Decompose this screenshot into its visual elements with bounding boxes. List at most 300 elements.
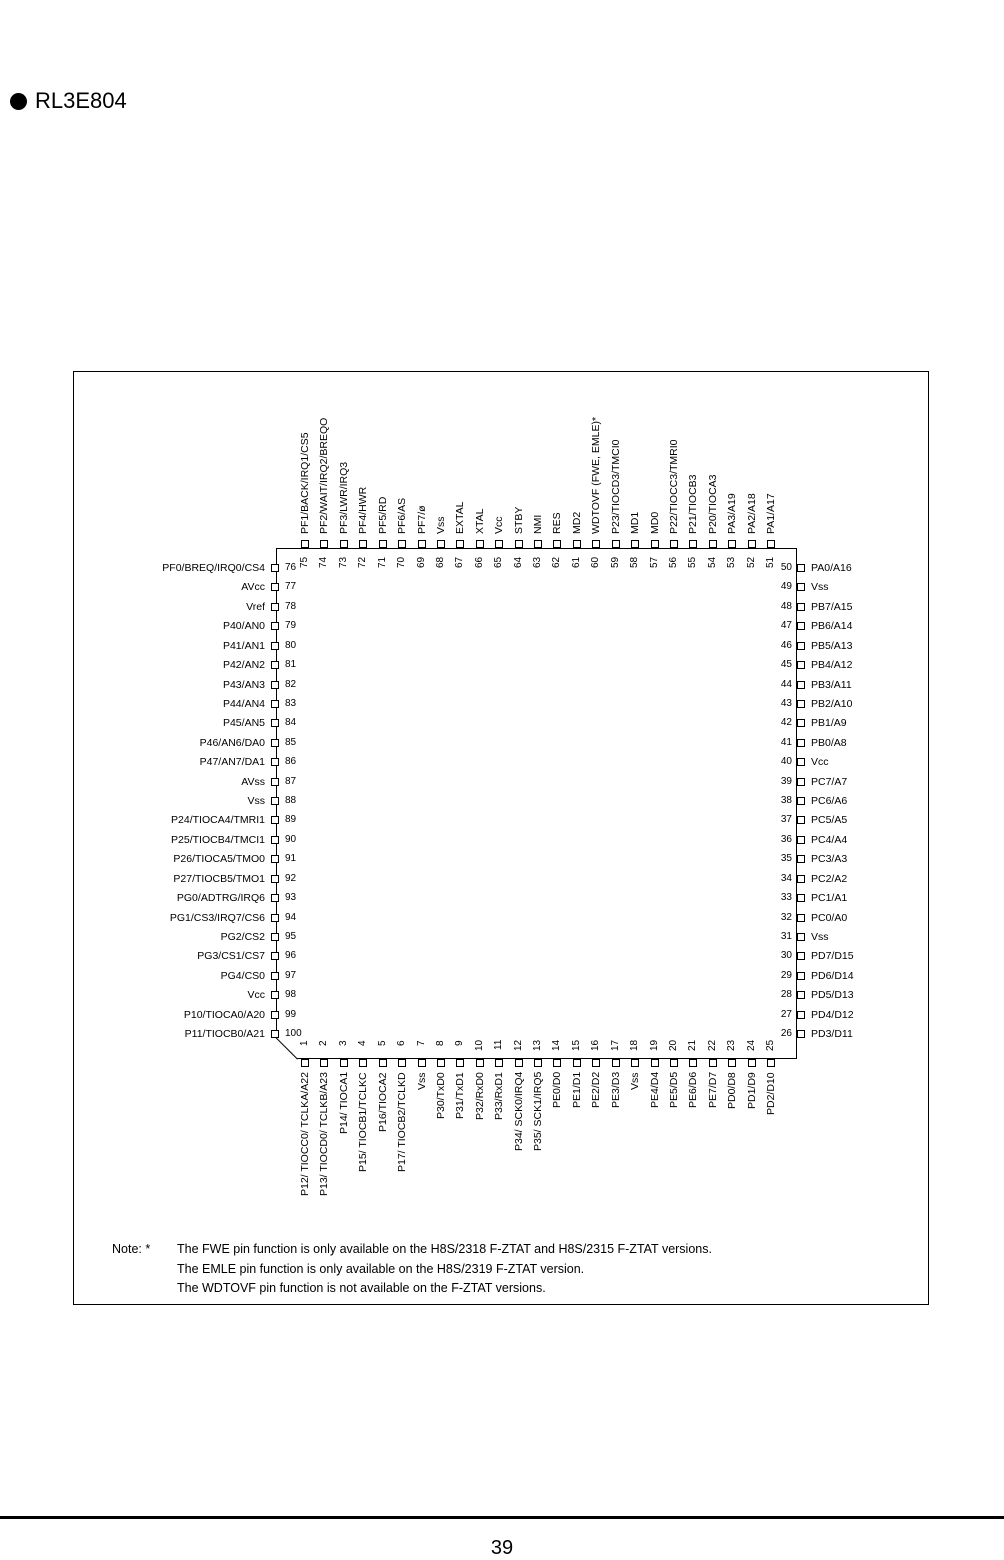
pin-number: 32 [780,911,792,923]
pin-label: PC0/A0 [811,911,848,924]
pin-number: 25 [765,1040,777,1052]
pin-label: PC7/A7 [811,775,848,788]
pin-label: PF4/HWR [357,486,370,534]
pin-label: PF5/RD [376,496,389,534]
pin-number: 39 [780,775,792,787]
pin-number: 51 [765,556,777,568]
pin-pad [359,540,367,548]
pin-pad [797,875,805,883]
chip-body [276,548,797,1059]
pin-pad [709,540,717,548]
pin-label: PC6/A6 [811,795,848,808]
pin-label: PG3/CS1/CS7 [197,950,265,963]
pin-pad [748,540,756,548]
pin-label: PD3/D11 [811,1028,853,1041]
pin-pad [271,661,279,669]
pin-number: 57 [648,556,660,568]
pin-label: AVcc [241,581,265,594]
pin-label: PA3/A19 [726,493,739,534]
pin-label: PF0/BREQ/IRQ0/CS4 [162,562,265,574]
pin-label: P14/ TIOCA1 [337,1072,350,1135]
pin-pad [271,778,279,786]
pin-pad [271,914,279,922]
pin-label: NMI [532,514,545,534]
pin-label: WDTOVF (FWE, EMLE)* [590,416,603,534]
pin-label: P16/TIOCA2 [376,1072,389,1132]
pin-pad [797,894,805,902]
pin-label: PG4/CS0 [220,969,265,982]
pin-pad [271,642,279,650]
note-line: The FWE pin function is only available on the H8S/2318 F-ZTAT and H8S/2315 F-ZTAT versions. [177,1242,712,1256]
pin-number: 22 [706,1040,718,1052]
pin-number: 75 [299,556,310,568]
pin-label: P22/TIOCC3/TMRI0 [667,439,680,534]
pin-label: PG1/CS3/IRQ7/CS6 [169,911,265,924]
note-line: The WDTOVF pin function is not available on the F-ZTAT versions. [177,1281,546,1295]
pin-pad [418,1059,426,1067]
pin-number: 30 [780,950,792,962]
pin-number: 53 [726,556,738,568]
pin-label: PG0/ADTRG/IRQ6 [176,892,265,905]
pin-pad [271,855,279,863]
pin-label: PB0/A8 [811,736,847,749]
pin-number: 24 [745,1040,757,1052]
pin-pad [592,1059,600,1067]
pin-label: PD0/D8 [726,1072,739,1109]
pin-label: P30/TxD0 [434,1072,447,1119]
pin-pad [515,1059,523,1067]
pin-pad [271,739,279,747]
pin-number: 92 [285,872,297,884]
pin-label: PB2/A10 [811,697,853,710]
pin-pad [340,1059,348,1067]
note [112,1240,712,1299]
pin-number: 89 [285,814,297,826]
pin-label: PF7/ø [415,505,428,534]
pin-label: PC2/A2 [811,872,848,885]
pin-number: 27 [780,1008,792,1020]
pin-pad [271,797,279,805]
pin-number: 18 [629,1040,641,1052]
pin-number: 10 [473,1040,485,1052]
pin-pad [271,583,279,591]
pin-label: Vcc [493,516,506,534]
heading-text: RL3E804 [35,88,127,113]
pin-number: 37 [780,814,792,826]
pin-label: P21/TIOCB3 [687,474,700,534]
pin-label: P27/TIOCB5/TMO1 [173,872,265,885]
pin-label: MD0 [648,511,661,534]
pin-number: 97 [285,969,297,981]
pin-pad [797,933,805,941]
pin-pad [456,1059,464,1067]
pin-pad [767,1059,775,1067]
pin-number: 72 [357,556,369,568]
pin-label: PF3/LWR/IRQ3 [337,461,350,534]
pin-number: 59 [609,556,621,568]
pin-pad [271,952,279,960]
pin-label: P32/RxD0 [473,1072,486,1120]
pin-pad [797,816,805,824]
pin-label: PC4/A4 [811,833,848,846]
pin-label: AVss [241,775,265,788]
bullet-icon [10,93,27,110]
pin-label: Vss [415,1072,428,1090]
pin-number: 44 [780,678,792,690]
pin-number: 12 [512,1040,524,1052]
pin-number: 56 [667,556,679,568]
pin-label: PE1/D1 [570,1072,583,1109]
pin-pad [728,1059,736,1067]
pin-number: 38 [780,795,792,807]
pin-number: 23 [726,1040,738,1052]
pin-number: 93 [285,892,297,904]
pin-label: P25/TIOCB4/TMCI1 [171,833,265,846]
pin-label: P41/AN1 [222,639,265,652]
pin-label: PB1/A9 [811,717,847,730]
pin-number: 7 [415,1040,427,1046]
pin-label: PF6/AS [396,497,409,534]
pin-number: 19 [648,1040,660,1052]
pin-pad [573,540,581,548]
pin-pad [271,564,279,572]
pin-label: Vcc [811,756,829,769]
pin-pad [797,778,805,786]
pin-number: 66 [473,556,485,568]
pin-pad [271,1030,279,1038]
pin-number: 58 [629,556,641,568]
pin-pad [612,540,620,548]
pin-pad [797,914,805,922]
pin-label: PB4/A12 [811,659,853,672]
pin-number: 71 [376,556,388,568]
pin-label: PC1/A1 [811,892,848,905]
pin-number: 50 [780,562,792,573]
pin-pad [379,1059,387,1067]
pin-pad [670,540,678,548]
pin-label: MD1 [629,511,642,534]
pin-number: 67 [454,556,466,568]
pin-number: 85 [285,736,297,748]
pin-label: PB5/A13 [811,639,853,652]
pin-pad [495,1059,503,1067]
pin-label: P31/TxD1 [454,1072,467,1119]
pin-number: 83 [285,697,297,709]
pin-label: PE2/D2 [590,1072,603,1109]
pin-pad [271,816,279,824]
pin-number: 9 [454,1040,466,1046]
pin-number: 95 [285,930,297,942]
pin-number: 35 [780,853,792,865]
pin-label: P43/AN3 [222,678,265,691]
pin-pad [271,758,279,766]
pin-pad [631,1059,639,1067]
pin-number: 74 [318,556,330,568]
pin-number: 41 [780,736,792,748]
pin-pad [631,540,639,548]
pin-pad [797,855,805,863]
pin-number: 1 [299,1040,310,1046]
pin-number: 90 [285,833,297,845]
pin-number: 29 [780,969,792,981]
pin-number: 99 [285,1008,297,1020]
pin-pad [271,700,279,708]
pin-number: 80 [285,639,297,651]
pin-number: 17 [609,1040,621,1052]
pin-label: Vss [811,930,829,943]
pin-number: 96 [285,950,297,962]
pin-label: PC3/A3 [811,853,848,866]
pin-pad [797,583,805,591]
pin-pad [398,540,406,548]
pin-label: P23/TIOCD3/TMCI0 [609,439,622,534]
pin-pad [271,836,279,844]
pin-label: Vss [629,1072,642,1090]
pin-pad [797,622,805,630]
pin-number: 78 [285,600,297,612]
pin-pad [797,758,805,766]
pin-label: EXTAL [454,501,467,534]
pin-label: STBY [512,506,525,534]
pin-pad [476,1059,484,1067]
pin-number: 16 [590,1040,602,1052]
pin-pad [271,719,279,727]
pin-number: 48 [780,600,792,612]
pin-pad [456,540,464,548]
pin-pad [748,1059,756,1067]
pin-number: 61 [570,556,582,568]
pin-pad [797,1011,805,1019]
pin-number: 88 [285,795,297,807]
pin-label: PE4/D4 [648,1072,661,1109]
pin-pad [398,1059,406,1067]
pin-pad [271,875,279,883]
pin-label: P33/RxD1 [493,1072,506,1120]
pin-pad [359,1059,367,1067]
pin-pad [573,1059,581,1067]
pin-label: P42/AN2 [222,659,265,672]
pin-number: 5 [376,1040,388,1046]
pin-label: PE7/D7 [706,1072,719,1109]
pin-number: 79 [285,620,297,632]
pin-number: 73 [337,556,349,568]
pin-pad [728,540,736,548]
pin-label: PC5/A5 [811,814,848,827]
pin-number: 62 [551,556,563,568]
pin-number: 70 [396,556,408,568]
pin-number: 94 [285,911,297,923]
pin-label: PE0/D0 [551,1072,564,1109]
pin-label: PD2/D10 [765,1072,778,1115]
pin-number: 91 [285,853,297,865]
pin-number: 65 [493,556,505,568]
pin-number: 20 [667,1040,679,1052]
pin-number: 52 [745,556,757,568]
pin-pad [271,933,279,941]
pin-label: Vss [811,581,829,594]
pin-number: 54 [706,556,718,568]
pin-number: 40 [780,756,792,768]
pin-label: P40/AN0 [222,620,265,633]
pin-label: P13/ TIOCD0/ TCLKB/A23 [318,1072,331,1196]
pin-pad [689,540,697,548]
pin-label: P12/ TIOCC0/ TCLKA/A22 [299,1072,311,1196]
pin-label: PD4/D12 [811,1008,854,1021]
pin-pad [797,564,805,572]
pin-label: PG2/CS2 [220,930,265,943]
pin-label: P34/ SCK0/IRQ4 [512,1072,525,1152]
pin-number: 82 [285,678,297,690]
pin-number: 77 [285,581,297,593]
pin-label: PE5/D5 [667,1072,680,1109]
pin-label: PA0/A16 [811,562,852,574]
pin-pad [797,972,805,980]
note-prefix: Note: * [112,1242,151,1256]
pin-number: 86 [285,756,297,768]
pin-pad [301,1059,309,1067]
pin-label: PB3/A11 [811,678,852,691]
pin-pad [271,681,279,689]
pin-pad [689,1059,697,1067]
pin-number: 28 [780,989,792,1001]
pin-number: 14 [551,1040,563,1052]
pin-label: P26/TIOCA5/TMO0 [173,853,265,866]
pin-pad [797,661,805,669]
pin-label: P46/AN6/DA0 [199,736,265,749]
pin-number: 6 [396,1040,408,1046]
pin-label: PE3/D3 [609,1072,622,1109]
pin-pad [271,622,279,630]
pin-number: 60 [590,556,602,568]
pin-pad [301,540,309,548]
pin-label: PD1/D9 [745,1072,758,1109]
pin-label: Vref [246,600,265,613]
pin-pad [797,1030,805,1038]
pin-number: 98 [285,989,297,1001]
pin-number: 49 [780,581,792,593]
pin-label: P24/TIOCA4/TMRI1 [171,814,265,827]
pin-label: Vcc [247,989,265,1002]
pin-pad [437,1059,445,1067]
pin-number: 45 [780,659,792,671]
pin-pad [515,540,523,548]
pin-number: 34 [780,872,792,884]
pin-pad [271,972,279,980]
pin-pad [495,540,503,548]
pin-pad [320,1059,328,1067]
pin-number: 64 [512,556,524,568]
pin-pad [670,1059,678,1067]
pin-pad [534,540,542,548]
pin-number: 26 [780,1028,792,1040]
pin-pad [797,991,805,999]
section-heading [10,88,127,114]
pin-pad [797,739,805,747]
pin-number: 87 [285,775,297,787]
pin-number: 47 [780,620,792,632]
pin-label: P17/ TIOCB2/TCLKD [396,1072,409,1172]
pin-label: PD5/D13 [811,989,854,1002]
footer-rule [0,1516,1004,1519]
pin-pad [437,540,445,548]
pin-pad [418,540,426,548]
pin-number: 42 [780,717,792,729]
pin-number: 4 [357,1040,369,1046]
pin-number: 76 [285,562,297,573]
pin-label: P35/ SCK1/IRQ5 [532,1072,545,1152]
pin-pad [271,1011,279,1019]
pin-number: 46 [780,639,792,651]
pin-label: PF2/WAIT/IRQ2/BREQO [318,417,331,534]
pin-pad [320,540,328,548]
pin-pad [592,540,600,548]
pin-number: 100 [285,1028,302,1040]
pin-label: P44/AN4 [222,697,265,710]
pin-label: Vss [434,516,447,534]
pin-pad [271,991,279,999]
pin-number: 2 [318,1040,330,1046]
pin-number: 21 [687,1040,699,1052]
pin-number: 13 [532,1040,544,1052]
pin-label: RES [551,512,564,534]
note-line: The EMLE pin function is only available on the H8S/2319 F-ZTAT version. [177,1261,585,1276]
pin-pad [553,1059,561,1067]
pin-label: XTAL [473,508,486,534]
pin-number: 3 [337,1040,349,1046]
pin-label: P10/TIOCA0/A20 [183,1008,265,1021]
pin-pad [797,603,805,611]
pin-pad [709,1059,717,1067]
pin-number: 36 [780,833,792,845]
pin-pad [553,540,561,548]
pin-number: 43 [780,697,792,709]
pin-number: 84 [285,717,297,729]
pin-label: PE6/D6 [687,1072,700,1109]
pin-number: 63 [532,556,544,568]
pin-pad [534,1059,542,1067]
pin-pad [797,836,805,844]
pin-number: 15 [570,1040,582,1052]
pin-pad [797,700,805,708]
pin-label: PA2/A18 [745,493,758,534]
pin-label: P47/AN7/DA1 [199,756,265,769]
pin-pad [476,540,484,548]
pin-number: 68 [434,556,446,568]
pin-number: 33 [780,892,792,904]
pin-pad [612,1059,620,1067]
pin-number: 31 [780,930,792,942]
pin-pad [651,540,659,548]
pin-label: PD6/D14 [811,969,854,982]
pin-number: 11 [493,1040,505,1051]
pin-pad [797,797,805,805]
pin-pad [797,642,805,650]
pin-number: 55 [687,556,699,568]
pin-label: PA1/A17 [765,493,778,534]
pin-pad [379,540,387,548]
pin-label: PB7/A15 [811,600,853,613]
pin-pad [797,719,805,727]
pin-label: MD2 [570,511,583,534]
pin-label: PB6/A14 [811,620,853,633]
pin-pad [797,681,805,689]
pin-pad [767,540,775,548]
pin-number: 81 [285,659,297,671]
pin-label: PD7/D15 [811,950,854,963]
pin-pad [271,894,279,902]
pin-pad [797,952,805,960]
pin-label: P15/ TIOCB1/TCLKC [357,1072,370,1172]
